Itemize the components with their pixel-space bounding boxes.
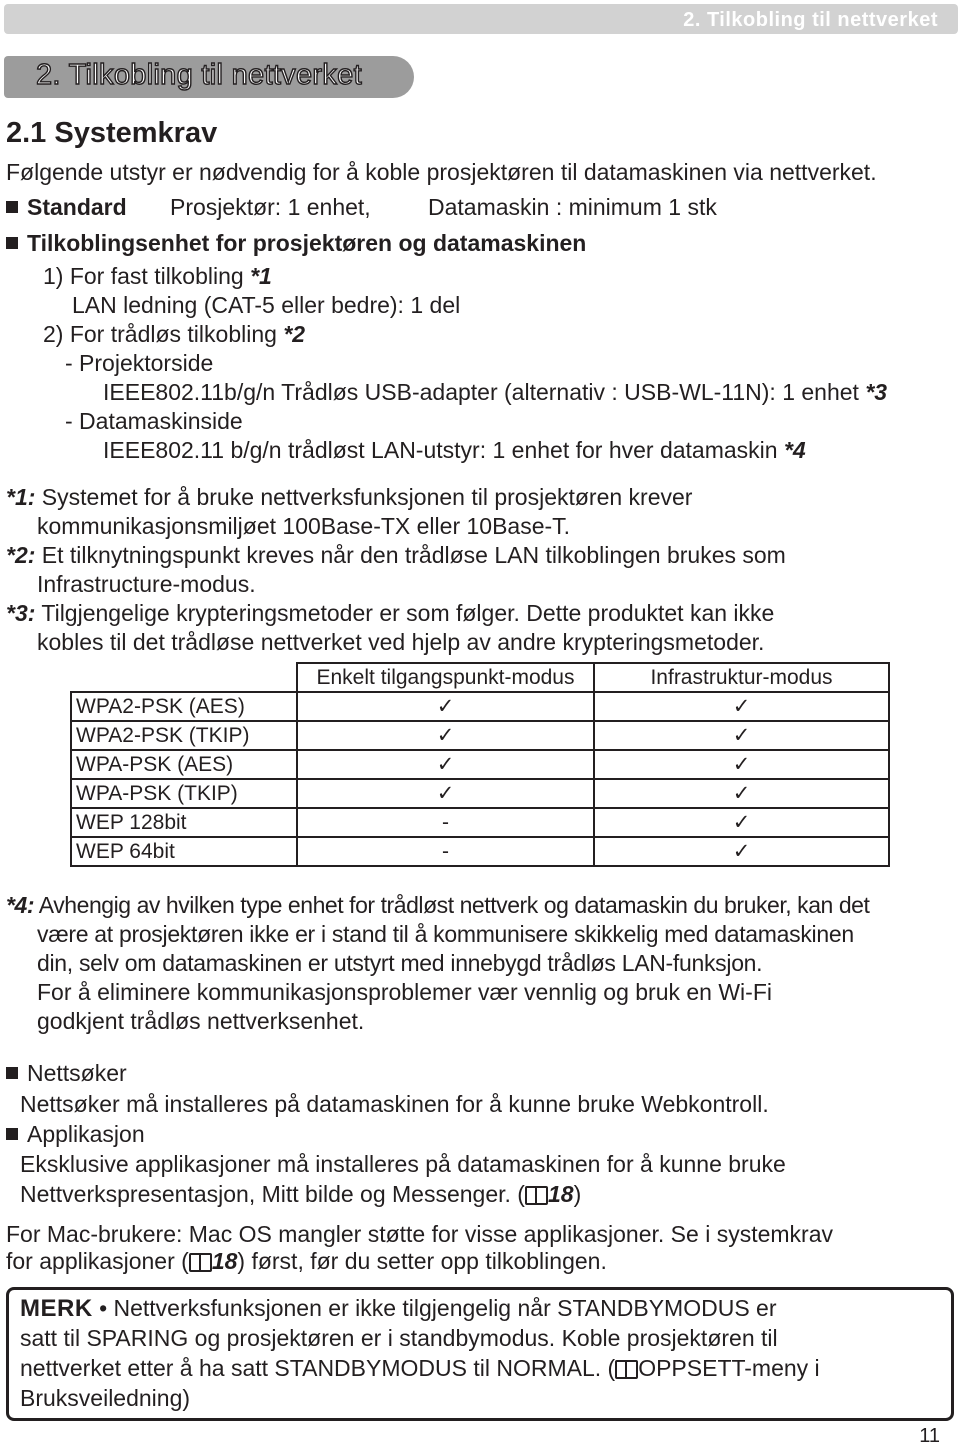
table-cell: ✓ [297, 750, 594, 779]
note-2-text-1: Et tilknytningspunkt kreves når den trådløse LAN tilkoblingen brukes som [41, 542, 786, 568]
square-bullet-icon [6, 201, 18, 213]
note-box-text-1: • Nettverksfunksjonen er ikke tilgjengelig når STANDBYMODUS er [99, 1295, 777, 1321]
application-label: Applikasjon [27, 1121, 145, 1147]
computer-ref: *4 [783, 437, 806, 463]
note-1-line-1 [6, 483, 692, 511]
application-heading-line [6, 1120, 145, 1148]
browser-label: Nettsøker [27, 1060, 127, 1086]
application-text-2-end: ) [573, 1181, 582, 1207]
note-1-text-1: Systemet for å bruke nettverksfunksjonen til prosjektøren krever [41, 484, 693, 510]
chapter-tab [4, 56, 414, 98]
table-row [71, 692, 889, 721]
table-row [71, 808, 889, 837]
note-4-text-1: Avhengig av hvilken type enhet for trådløst nettverk og datamaskin du bruker, kan det [38, 892, 870, 918]
table-cell: WPA-PSK (AES) [71, 750, 297, 779]
table-header-cell: Infrastruktur-modus [594, 663, 889, 692]
computer-item-line [103, 436, 806, 464]
wireless-ref: *2 [283, 321, 306, 347]
note-box-line-2: satt til SPARING og prosjektøren er i standbymodus. Koble prosjektøren til [20, 1325, 778, 1351]
table-cell: WEP 128bit [71, 808, 297, 837]
table-cell: ✓ [594, 721, 889, 750]
note-4-line-2: være at prosjektøren ikke er i stand til å kommunisere skikkelig med datamaskinen [37, 921, 854, 947]
note-box-label: MERK [20, 1295, 93, 1322]
application-line-2 [20, 1180, 581, 1208]
standard-line [6, 193, 127, 221]
computer-item: IEEE802.11 b/g/n trådløst LAN-utstyr: 1 enhet for hver datamaskin [103, 437, 778, 463]
note-1-line-2: kommunikasjonsmiljøet 100Base-TX eller 10Base-T. [37, 513, 571, 539]
application-text-2: Nettverkspresentasjon, Mitt bilde og Messenger. ( [20, 1181, 525, 1207]
intro-text: Følgende utstyr er nødvendig for å koble prosjektøren til datamaskinen via nettverket. [6, 159, 877, 185]
table-header-cell [71, 663, 297, 692]
wired-line [43, 262, 272, 290]
computer-side: - Datamaskinside [65, 408, 243, 434]
book-icon [615, 1360, 637, 1378]
note-2-line-2: Infrastructure-modus. [37, 571, 256, 597]
note-box-line-1 [20, 1294, 777, 1323]
mac-text-2-end: ) først, før du setter opp tilkoblingen. [237, 1248, 607, 1274]
table-cell: - [297, 837, 594, 866]
encryption-table [70, 662, 890, 867]
note-3-text-1: Tilgjengelige krypteringsmetoder er som følger. Dette produktet kan ikke [41, 600, 775, 626]
table-row [71, 837, 889, 866]
browser-heading-line [6, 1059, 127, 1087]
table-row [71, 750, 889, 779]
note-3-line-2: kobles til det trådløse nettverket ved hjelp av andre krypteringsmetoder. [37, 629, 765, 655]
page-number: 11 [919, 1425, 940, 1447]
note-1-ref: *1: [6, 484, 36, 510]
note-2-ref: *2: [6, 542, 36, 568]
running-header-title: 2. Tilkobling til nettverket [683, 9, 938, 31]
note-2-line-1 [6, 541, 786, 569]
standard-computer: Datamaskin : minimum 1 stk [428, 194, 717, 220]
table-cell: ✓ [594, 779, 889, 808]
wired-label: 1) For fast tilkobling [43, 263, 244, 289]
table-cell: ✓ [594, 808, 889, 837]
table-cell: ✓ [297, 692, 594, 721]
projector-ref: *3 [865, 379, 888, 405]
connection-heading: Tilkoblingsenhet for prosjektøren og datamaskinen [27, 230, 587, 256]
note-box-ref[interactable]: OPPSETT-meny i [638, 1355, 820, 1381]
note-box-text-3: nettverket etter å ha satt STANDBYMODUS til NORMAL. ( [20, 1355, 616, 1381]
standard-projector: Prosjektør: 1 enhet, [170, 194, 371, 220]
table-row [71, 721, 889, 750]
mac-page-ref[interactable]: 18 [211, 1248, 238, 1274]
chapter-tab-title: 2. Tilkobling til nettverket [36, 59, 362, 91]
table-cell: WEP 64bit [71, 837, 297, 866]
wireless-line [43, 320, 305, 348]
table-cell: WPA2-PSK (AES) [71, 692, 297, 721]
section-title: 2.1 Systemkrav [6, 117, 218, 149]
projector-item-line [103, 378, 887, 406]
table-header-row [71, 663, 889, 692]
book-icon [189, 1253, 211, 1271]
note-box-line-3 [20, 1354, 820, 1382]
application-page-ref[interactable]: 18 [547, 1181, 574, 1207]
application-line-1: Eksklusive applikasjoner må installeres på datamaskinen for å kunne bruke [20, 1151, 786, 1177]
note-4-line-1 [6, 891, 869, 919]
note-3-line-1 [6, 599, 774, 627]
square-bullet-icon [6, 237, 18, 249]
table-row [71, 779, 889, 808]
mac-line-2 [6, 1247, 607, 1275]
projector-side: - Projektorside [65, 350, 214, 376]
square-bullet-icon [6, 1128, 18, 1140]
note-4-ref: *4: [6, 892, 35, 918]
table-cell: ✓ [297, 721, 594, 750]
note-3-ref: *3: [6, 600, 36, 626]
projector-item: IEEE802.11b/g/n Trådløs USB-adapter (alternativ : USB-WL-11N): 1 enhet [103, 379, 859, 405]
wireless-label: 2) For trådløs tilkobling [43, 321, 277, 347]
table-cell: ✓ [594, 837, 889, 866]
table-cell: WPA-PSK (TKIP) [71, 779, 297, 808]
table-cell: WPA2-PSK (TKIP) [71, 721, 297, 750]
connection-heading-line [6, 229, 586, 257]
table-cell: - [297, 808, 594, 837]
running-header [4, 4, 958, 34]
book-icon [525, 1186, 547, 1204]
browser-text: Nettsøker må installeres på datamaskinen for å kunne bruke Webkontroll. [20, 1091, 769, 1117]
standard-label: Standard [27, 194, 127, 220]
table-cell: ✓ [594, 750, 889, 779]
mac-text-2-start: for applikasjoner ( [6, 1248, 189, 1274]
note-4-line-5: godkjent trådløs nettverksenhet. [37, 1008, 365, 1034]
note-box-line-4: Bruksveiledning) [20, 1385, 191, 1411]
table-cell: ✓ [297, 779, 594, 808]
wired-ref: *1 [250, 263, 272, 289]
table-header-cell: Enkelt tilgangspunkt-modus [297, 663, 594, 692]
table-cell: ✓ [594, 692, 889, 721]
note-4-line-3: din, selv om datamaskinen er utstyrt med innebygd trådløs LAN-funksjon. [37, 950, 763, 976]
square-bullet-icon [6, 1067, 18, 1079]
mac-line-1: For Mac-brukere: Mac OS mangler støtte for visse applikasjoner. Se i systemkrav [6, 1221, 833, 1247]
note-4-line-4: For å eliminere kommunikasjonsproblemer vær vennlig og bruk en Wi-Fi [37, 979, 772, 1005]
wired-item: LAN ledning (CAT-5 eller bedre): 1 del [72, 292, 461, 318]
